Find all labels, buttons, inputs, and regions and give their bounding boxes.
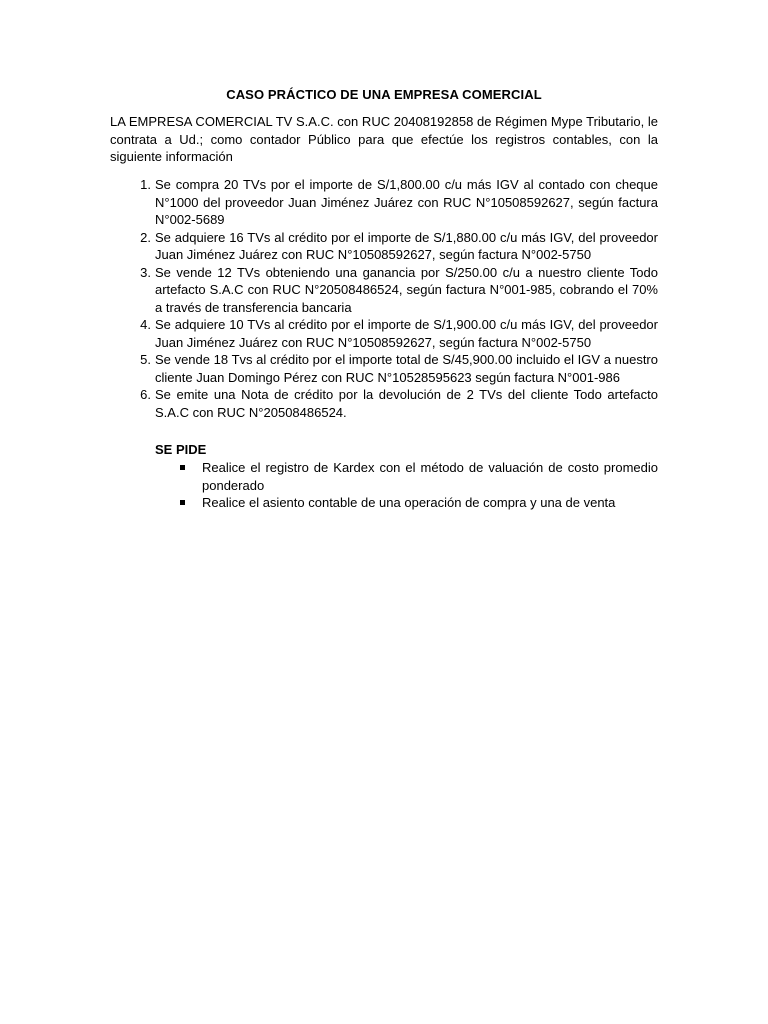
square-bullet-icon xyxy=(180,500,185,505)
request-text: Realice el registro de Kardex con el método de valuación de costo promedio ponderado xyxy=(202,460,658,493)
list-item xyxy=(110,229,658,264)
list-item-number: 3. xyxy=(140,264,151,280)
se-pide-heading: SE PIDE xyxy=(155,442,207,457)
list-item-number: 2. xyxy=(140,229,151,245)
list-item-text: Se vende 18 Tvs al crédito por el importe total de S/45,900.00 incluido el IGV a nuestro cliente Juan Domingo Pérez con RUC N°10528595623 según factura N°001-986 xyxy=(155,352,658,385)
request-text: Realice el asiento contable de una operación de compra y una de venta xyxy=(202,495,616,510)
intro-paragraph: LA EMPRESA COMERCIAL TV S.A.C. con RUC 20408192858 de Régimen Mype Tributario, le contrata a Ud.; como contador Público para que efectúe los registros contables, con la siguiente información xyxy=(110,114,658,164)
list-item xyxy=(110,386,658,421)
request-item xyxy=(155,494,658,512)
document-title: CASO PRÁCTICO DE UNA EMPRESA COMERCIAL xyxy=(226,87,542,102)
list-item xyxy=(110,264,658,317)
list-item xyxy=(110,176,658,229)
list-item xyxy=(110,316,658,351)
list-item-text: Se adquiere 16 TVs al crédito por el importe de S/1,880.00 c/u más IGV, del proveedor Juan Jiménez Juárez con RUC N°10508592627, según factura N°002-5750 xyxy=(155,229,658,262)
list-item-number: 1. xyxy=(140,177,151,192)
list-item-text: Se vende 12 TVs obteniendo una ganancia por S/250.00 c/u a nuestro cliente Todo artefacto S.A.C con RUC N°20508486524, según factura N°001-985, cobrando el 70% a través de transferencia bancaria xyxy=(155,264,658,315)
list-item-text: Se adquiere 10 TVs al crédito por el importe de S/1,900.00 c/u más IGV, del proveedor Juan Jiménez Juárez con RUC N°10508592627, según factura N°002-5750 xyxy=(155,317,658,350)
list-item-number: 6. xyxy=(140,387,151,402)
list-item-number: 5. xyxy=(140,352,151,367)
requests-list xyxy=(155,459,658,512)
operations-list xyxy=(110,176,658,421)
list-item-number: 4. xyxy=(140,317,151,332)
square-bullet-icon xyxy=(180,465,185,470)
list-item-text: Se compra 20 TVs por el importe de S/1,800.00 c/u más IGV al contado con cheque N°1000 del proveedor Juan Jiménez Juárez con RUC N°10508592627, según factura N°002-5689 xyxy=(155,177,658,227)
request-item xyxy=(155,459,658,494)
list-item xyxy=(110,351,658,386)
list-item-text: Se emite una Nota de crédito por la devolución de 2 TVs del cliente Todo artefacto S.A.C con RUC N°20508486524. xyxy=(155,387,658,420)
